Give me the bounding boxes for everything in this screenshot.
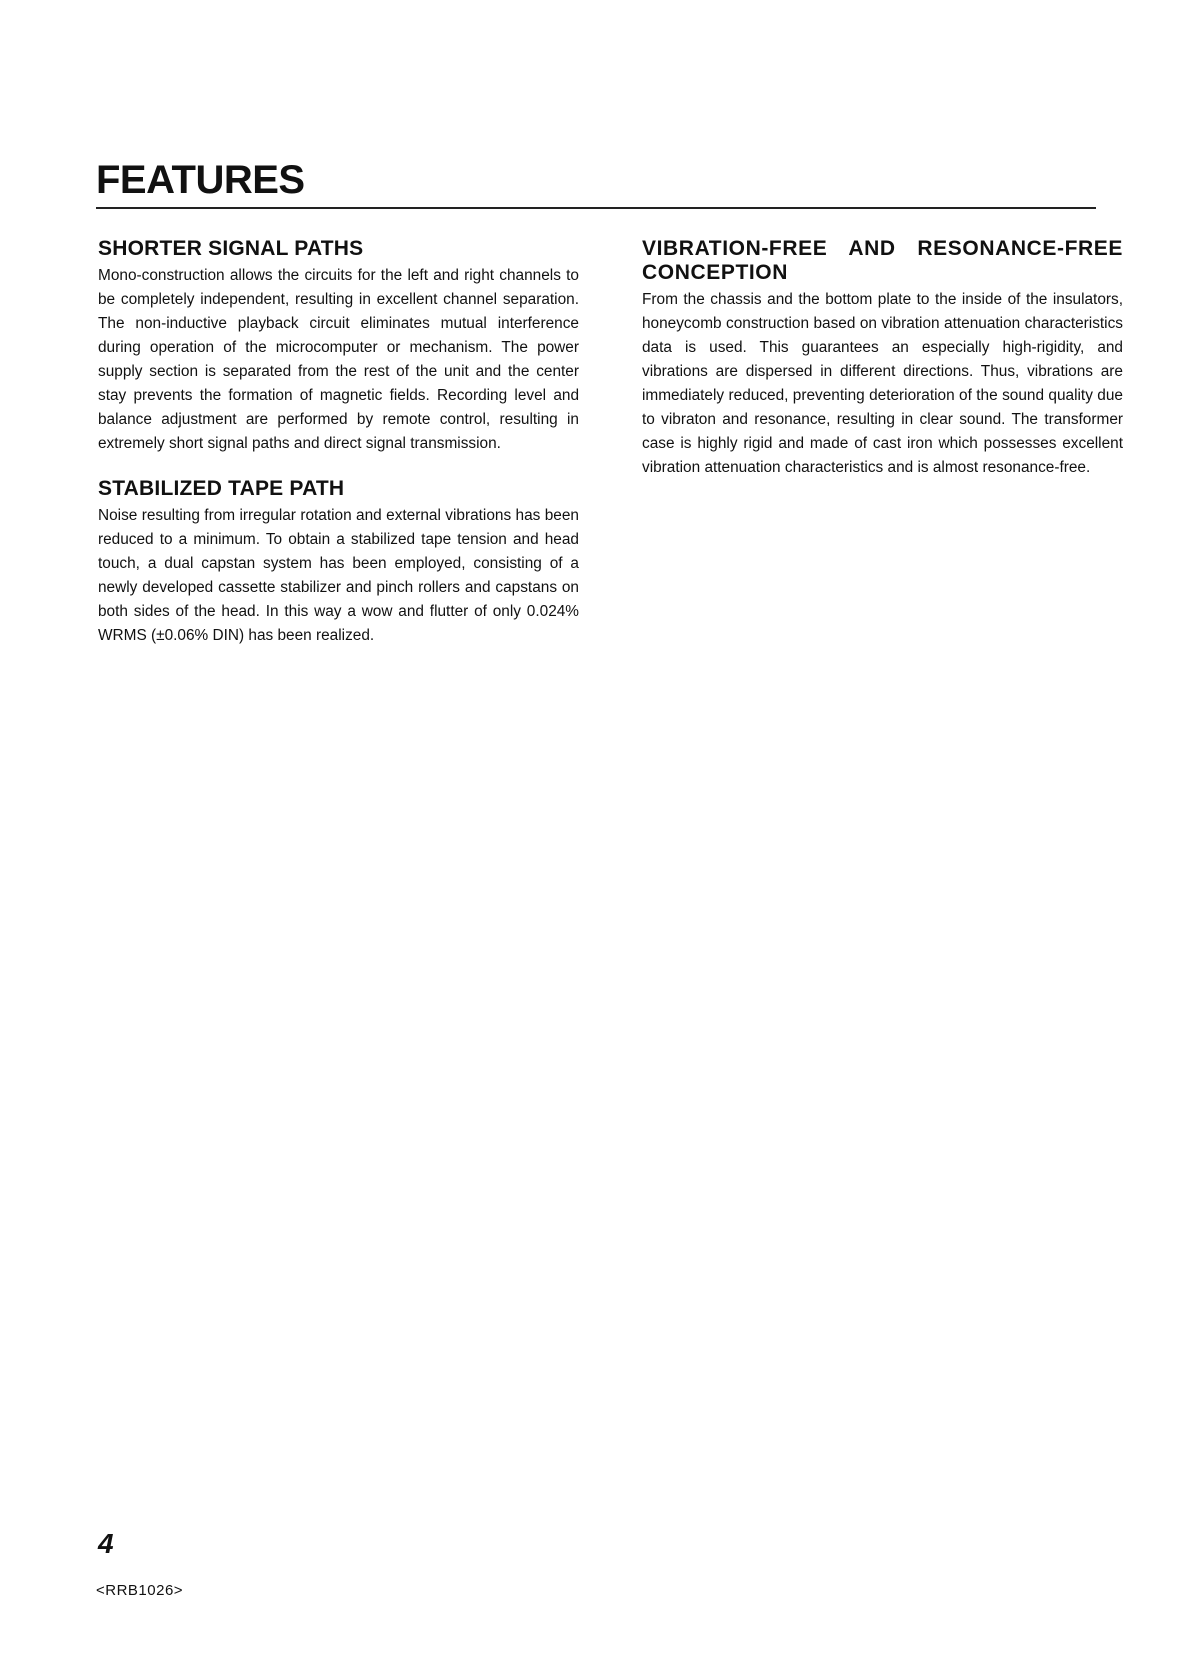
- section-stabilized-tape-path: [98, 477, 579, 648]
- title-divider: [96, 207, 1096, 209]
- section-body: Mono-construction allows the circuits for the left and right channels to be completely independent, resulting in excellent channel separation. The non-inductive playback circuit eliminates mutual interference during operation of the microcomputer or mechanism. The power supply section is separated from the rest of the unit and the center stay prevents the formation of magnetic fields. Recording level and balance adjustment are performed by remote control, resulting in extremely short signal paths and direct signal transmission.: [98, 267, 579, 452]
- document-code: <RRB1026>: [96, 1582, 184, 1599]
- right-column: [642, 237, 1123, 501]
- section-shorter-signal-paths: [98, 237, 579, 456]
- section-heading: STABILIZED TAPE PATH: [98, 477, 345, 500]
- section-body: From the chassis and the bottom plate to the inside of the insulators, honeycomb construction based on vibration attenuation characteristics data is used. This guarantees an especially high-rigidity, and vibrations are dispersed in different directions. Thus, vibrations are immediately reduced, preventing deterioration of the sound quality due to vibraton and resonance, resulting in clear sound. The transformer case is highly rigid and made of cast iron which possesses excellent vibration attenuation characteristics and is almost resonance-free.: [642, 291, 1123, 476]
- section-heading: VIBRATION-FREE AND RESONANCE-FREE CONCEPTION: [642, 237, 1123, 284]
- page-title: FEATURES: [96, 158, 305, 202]
- left-column: [98, 237, 579, 669]
- section-vibration-free: [642, 237, 1123, 480]
- section-body: Noise resulting from irregular rotation and external vibrations has been reduced to a minimum. To obtain a stabilized tape tension and head touch, a dual capstan system has been employed, consisting of a newly developed cassette stabilizer and pinch rollers and capstans on both sides of the head. In this way a wow and flutter of only 0.024% WRMS (±0.06% DIN) has been realized.: [98, 507, 579, 644]
- section-heading: SHORTER SIGNAL PATHS: [98, 237, 364, 260]
- page-number: 4: [98, 1528, 114, 1559]
